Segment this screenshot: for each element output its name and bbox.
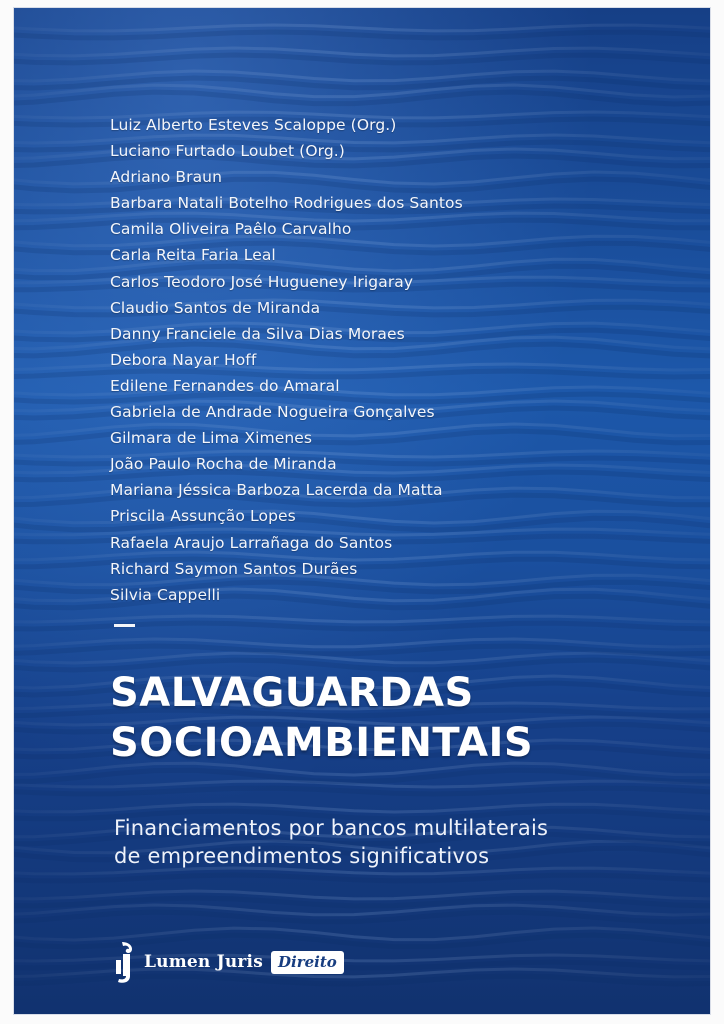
author-name: Carla Reita Faria Leal (110, 246, 276, 265)
author-name: Gabriela de Andrade Nogueira Gonçalves (110, 403, 435, 422)
author-name: Edilene Fernandes do Amaral (110, 376, 340, 395)
imprint-badge: Direito (271, 951, 344, 974)
author-name: Adriano Braun (110, 168, 223, 187)
author-name: Mariana Jéssica Barboza Lacerda da Matta (110, 481, 443, 500)
author-name: Camila Oliveira Paêlo Carvalho (110, 220, 352, 239)
publisher-name: Lumen Juris (144, 952, 263, 972)
author-name: Luiz Alberto Esteves Scaloppe (Org.) (110, 116, 397, 134)
author-name: Debora Nayar Hoff (110, 350, 257, 369)
author-name: Claudio Santos de Miranda (110, 298, 321, 317)
subtitle-line-2: de empreendimentos significativos (114, 844, 490, 868)
separator-dash (114, 624, 135, 627)
author-name: Silvia Cappelli (110, 585, 221, 604)
author-name: Rafaela Araujo Larrañaga do Santos (110, 533, 393, 552)
lumen-juris-logo-icon (114, 940, 138, 984)
subtitle-line-1: Financiamentos por bancos multilaterais (114, 816, 549, 840)
author-name: Danny Franciele da Silva Dias Moraes (110, 324, 405, 343)
author-name: Gilmara de Lima Ximenes (110, 429, 313, 448)
title-line-2: SOCIOAMBIENTAIS (110, 720, 534, 766)
author-name: Barbara Natali Botelho Rodrigues dos Santos (110, 194, 463, 213)
book-title (110, 668, 533, 768)
author-name: Richard Saymon Santos Durães (110, 559, 358, 578)
author-name: Carlos Teodoro José Hugueney Irigaray (110, 272, 414, 291)
title-line-1: SALVAGUARDAS (110, 670, 474, 716)
publisher-logo (114, 940, 344, 984)
author-list (110, 112, 463, 608)
author-name: Luciano Furtado Loubet (Org.) (110, 142, 345, 161)
book-cover (14, 8, 710, 1014)
book-subtitle (114, 814, 548, 870)
author-name: João Paulo Rocha de Miranda (110, 455, 337, 474)
author-name: Priscila Assunção Lopes (110, 507, 296, 526)
